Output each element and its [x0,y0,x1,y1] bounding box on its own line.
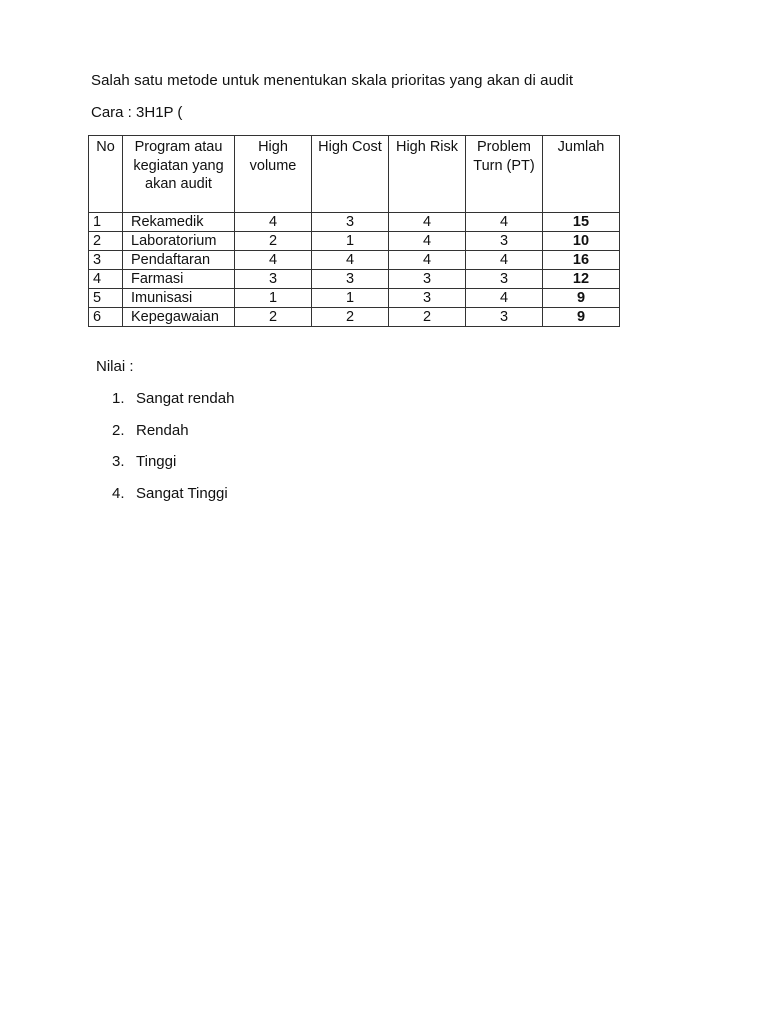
header-program: Program atau kegiatan yang akan audit [123,136,235,213]
cell-program: Rekamedik [123,213,235,232]
cell-program: Pendaftaran [123,251,235,270]
nilai-label: Nilai : [96,358,134,375]
cell-program: Laboratorium [123,232,235,251]
header-no: No [89,136,123,213]
list-item [112,453,234,485]
table-row [89,308,620,327]
priority-table [88,135,620,327]
list-item-number: 1. [112,390,125,407]
cell-high-volume: 2 [235,308,312,327]
cell-no: 2 [89,232,123,251]
page-heading: Salah satu metode untuk menentukan skala prioritas yang akan di audit [91,72,574,89]
table-row [89,251,620,270]
table-row [89,232,620,251]
cell-jumlah: 9 [543,289,620,308]
cell-high-risk: 3 [389,270,466,289]
list-item [112,422,234,454]
cell-problem-turn: 3 [466,270,543,289]
list-item-text: Sangat rendah [136,390,235,407]
cell-high-risk: 3 [389,289,466,308]
cell-jumlah: 10 [543,232,620,251]
list-item-number: 4. [112,484,125,502]
cell-high-volume: 3 [235,270,312,289]
cell-no: 5 [89,289,123,308]
list-item-text: Sangat Tinggi [136,484,228,502]
list-item-text: Tinggi [136,453,177,470]
list-item [112,390,234,422]
cell-high-risk: 4 [389,213,466,232]
cell-high-risk: 4 [389,232,466,251]
cell-program: Kepegawaian [123,308,235,327]
cell-problem-turn: 4 [466,251,543,270]
cell-jumlah: 16 [543,251,620,270]
header-high-cost: High Cost [312,136,389,213]
cell-high-volume: 4 [235,213,312,232]
cell-high-risk: 2 [389,308,466,327]
nilai-list [112,390,234,516]
cell-jumlah: 12 [543,270,620,289]
list-item-number: 3. [112,453,125,470]
cell-high-cost: 3 [312,270,389,289]
cell-high-risk: 4 [389,251,466,270]
cell-no: 4 [89,270,123,289]
cell-problem-turn: 4 [466,289,543,308]
cell-problem-turn: 4 [466,213,543,232]
header-problem-turn: Problem Turn (PT) [466,136,543,213]
cell-jumlah: 15 [543,213,620,232]
table-row [89,289,620,308]
cell-program: Farmasi [123,270,235,289]
list-item [112,485,234,517]
header-jumlah: Jumlah [543,136,620,213]
cell-problem-turn: 3 [466,232,543,251]
cell-no: 3 [89,251,123,270]
cell-high-cost: 2 [312,308,389,327]
cell-high-volume: 1 [235,289,312,308]
cell-jumlah: 9 [543,308,620,327]
cell-high-cost: 1 [312,289,389,308]
cell-no: 6 [89,308,123,327]
cell-high-cost: 3 [312,213,389,232]
cell-program: Imunisasi [123,289,235,308]
header-high-volume: High volume [235,136,312,213]
table-row [89,270,620,289]
method-subheading: Cara : 3H1P ( [91,104,183,121]
cell-high-volume: 4 [235,251,312,270]
cell-no: 1 [89,213,123,232]
header-high-risk: High Risk [389,136,466,213]
table-row [89,213,620,232]
table-header-row [89,136,620,213]
list-item-number: 2. [112,421,125,439]
list-item-text: Rendah [136,421,189,439]
cell-problem-turn: 3 [466,308,543,327]
cell-high-cost: 4 [312,251,389,270]
cell-high-cost: 1 [312,232,389,251]
cell-high-volume: 2 [235,232,312,251]
